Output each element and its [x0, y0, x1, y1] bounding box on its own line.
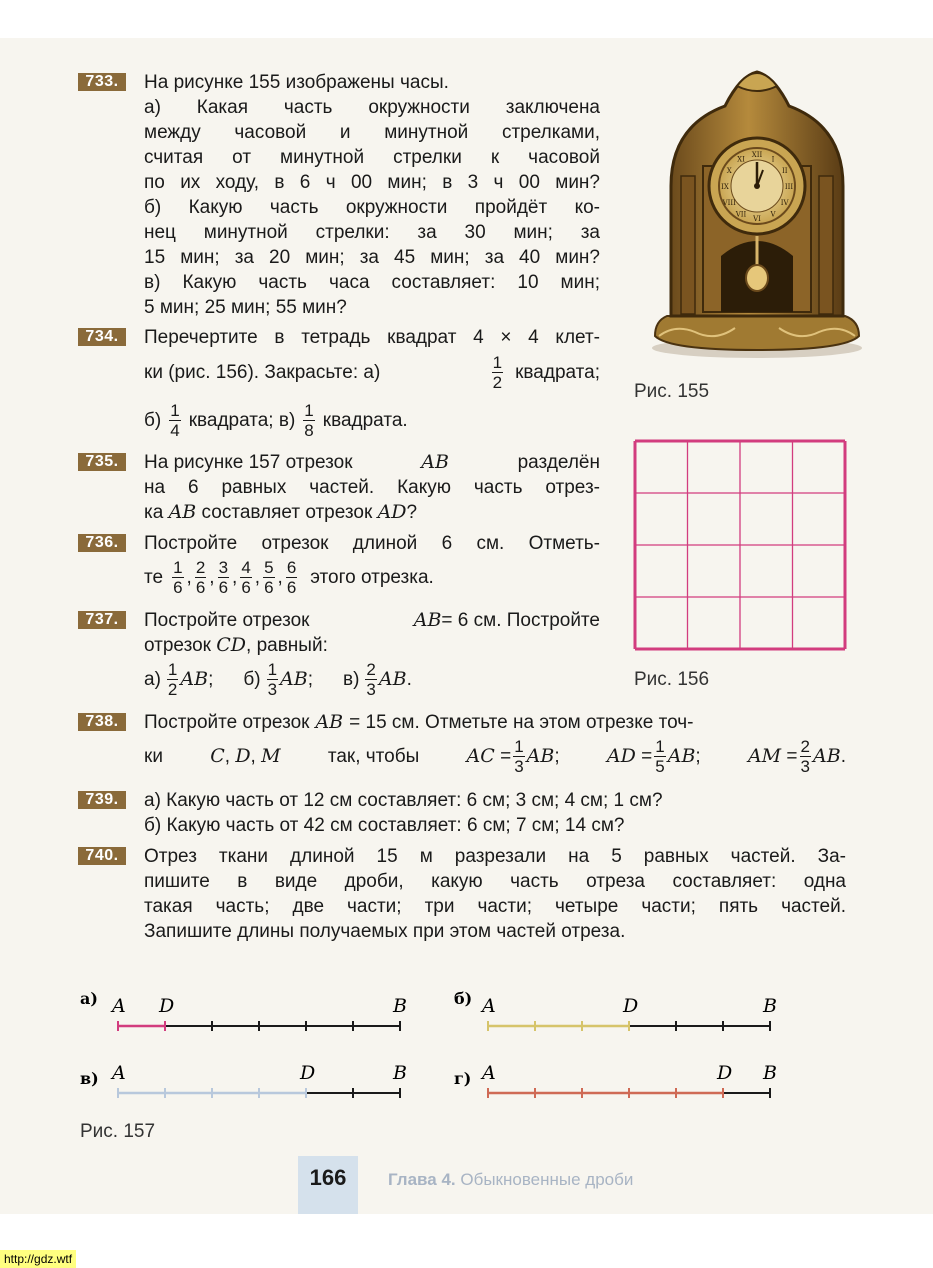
problem-number-733: 733. [78, 73, 126, 91]
watermark-link[interactable]: http://gdz.wtf [0, 1250, 76, 1268]
point-label-b: B [763, 1062, 777, 1084]
denominator: 6 [173, 577, 183, 597]
point-label-b: B [763, 995, 777, 1017]
segment-name: AM [747, 744, 782, 767]
problem-740-line: такая часть; две части; три части; четыре части; пять частей. [144, 896, 846, 917]
problem-739-line: б) Какую часть от 42 см составляет: 6 см; 7 см; 14 см? [144, 815, 625, 836]
point-label-d: D [623, 995, 639, 1017]
fraction [365, 661, 376, 698]
point-name: M [261, 744, 281, 767]
text: ; [554, 745, 560, 767]
text: , [250, 745, 256, 767]
problem-733-line: 5 мин; 25 мин; 55 мин? [144, 297, 347, 318]
segment-name: AB [526, 744, 555, 767]
text: отрезок [144, 635, 211, 656]
denominator: 6 [218, 577, 229, 597]
segment-name: AB [813, 744, 841, 767]
clock-numeral: I [771, 155, 775, 164]
segment-name: AB [667, 744, 696, 767]
group [210, 744, 280, 769]
problem-737-line [144, 608, 600, 633]
segment-name: AB [413, 609, 442, 631]
problem-733-line: между часовой и минутной стрелками, [144, 122, 600, 143]
denominator: 6 [241, 577, 251, 597]
text: квадрата; в) [188, 409, 296, 431]
text: , [224, 745, 231, 767]
figure-156-caption: Рис. 156 [634, 669, 710, 690]
problem-737-line [144, 633, 600, 658]
segment-name: AD [606, 744, 636, 767]
segment-name: AB [168, 501, 197, 523]
clock-numeral: IX [721, 183, 729, 191]
numerator: 1 [167, 659, 178, 679]
text: составляет отрезок [201, 502, 373, 523]
point-name: D [235, 744, 251, 767]
clock-numeral: X [726, 167, 732, 175]
text: Постройте отрезок [144, 712, 310, 733]
denominator: 6 [286, 577, 297, 597]
text: ? [406, 502, 418, 523]
problem-number-740: 740. [78, 847, 126, 865]
denominator: 3 [514, 756, 524, 776]
clock-numeral: II [781, 167, 788, 175]
text: = [500, 745, 512, 767]
text: = 15 см. Отметьте на этом отрезке точ- [349, 712, 694, 733]
text: б) [144, 409, 162, 431]
comma: , [232, 566, 238, 588]
numerator: 1 [655, 736, 665, 756]
text: Постройте отрезок [144, 610, 310, 631]
segment-letter: в) [80, 1069, 99, 1088]
numerator: 2 [195, 557, 206, 577]
denominator: 6 [195, 577, 206, 597]
problem-735-line [144, 450, 600, 475]
numerator: 2 [800, 736, 810, 756]
fraction [218, 559, 229, 596]
clock-numeral: XI [737, 155, 745, 164]
problem-number-734: 734. [78, 328, 126, 346]
problem-734-line: Перечертите в тетрадь квадрат 4 × 4 клет- [144, 327, 600, 348]
text: . [406, 668, 412, 690]
segment-name: AC [466, 744, 495, 767]
text: ; [208, 668, 214, 690]
comma: , [254, 566, 261, 588]
fraction [263, 559, 274, 596]
fraction [195, 559, 206, 596]
text: те [144, 566, 164, 588]
comma: , [277, 566, 283, 588]
point-label-a: A [482, 1062, 496, 1084]
clock-numeral: VIII [722, 199, 736, 207]
problem-735-line: на 6 равных частей. Какую часть отрез- [144, 477, 600, 498]
clock-numeral: III [784, 183, 794, 191]
segment-name: AB [315, 711, 344, 733]
problem-738-line [144, 710, 846, 735]
denominator: 3 [366, 679, 376, 699]
problem-number-738: 738. [78, 713, 126, 731]
text: = 6 см. Постройте [441, 610, 600, 631]
problem-number-739: 739. [78, 791, 126, 809]
text: = [641, 745, 653, 767]
clock-numeral: V [770, 210, 776, 219]
point-label-a: A [112, 1062, 126, 1084]
problem-740-line: Запишите длины получаемых при этом частей отреза. [144, 921, 626, 942]
numerator: 5 [264, 557, 274, 577]
segment-name: AB [378, 667, 407, 690]
segment-name: CD [216, 634, 247, 656]
problem-738-line [144, 733, 846, 779]
comma: , [186, 566, 192, 588]
numerator: 6 [286, 557, 297, 577]
page-number: 166 [298, 1156, 358, 1214]
denominator: 3 [267, 679, 278, 699]
problem-number-737: 737. [78, 611, 126, 629]
group [414, 608, 600, 633]
problem-733-line: считая от минутной стрелки к часовой [144, 147, 600, 168]
fraction [169, 402, 180, 439]
denominator: 5 [655, 756, 665, 776]
group [490, 354, 600, 391]
chapter-label: Глава 4. [388, 1170, 456, 1189]
text: в) [343, 668, 360, 690]
chapter-title [388, 1170, 633, 1190]
problem-736-line: Постройте отрезок длиной 6 см. Отметь- [144, 533, 600, 554]
fraction [167, 661, 178, 698]
group [748, 738, 846, 775]
grid-4x4-figure [632, 438, 848, 652]
fraction [172, 559, 183, 596]
problem-733-line: б) Какую часть окружности пройдёт ко- [144, 197, 600, 218]
text: , равный: [246, 635, 328, 656]
text: б) [243, 668, 261, 690]
point-label-b: B [393, 995, 407, 1017]
text: так, чтобы [327, 745, 420, 767]
numerator: 1 [492, 352, 503, 372]
fraction [267, 661, 278, 698]
denominator: 8 [304, 420, 314, 440]
segment-name: AB [180, 667, 209, 690]
numerator: 1 [170, 400, 180, 420]
text: ; [695, 745, 701, 767]
text: ка [144, 502, 164, 523]
problem-733-line: нец минутной стрелки: за 30 мин; за [144, 222, 600, 243]
text: разделён [517, 452, 600, 473]
denominator: 4 [170, 420, 180, 440]
numerator: 1 [304, 400, 314, 420]
text: . [840, 745, 846, 767]
problem-740-line: Отрез ткани длиной 15 м разрезали на 5 равных частей. За- [144, 846, 846, 867]
figure-155-caption: Рис. 155 [634, 381, 710, 402]
numerator: 2 [366, 659, 376, 679]
denominator: 2 [167, 679, 178, 699]
problem-733-line: в) Какую часть часа составляет: 10 мин; [144, 272, 600, 293]
point-label-a: A [112, 995, 126, 1017]
text: = [786, 745, 798, 767]
text: ки [144, 745, 163, 767]
segment-letter: г) [454, 1069, 472, 1088]
segment-letter: а) [80, 989, 98, 1008]
clock-numeral: VI [753, 215, 761, 223]
point-name: C [210, 744, 225, 767]
fraction [240, 559, 251, 596]
problem-737-line [144, 657, 600, 701]
segments-figure [70, 980, 790, 1110]
problem-733-line: На рисунке 155 изображены часы. [144, 72, 449, 93]
clock-numeral: XII [751, 151, 763, 159]
segment-name: AD [377, 501, 407, 523]
problem-734-line [144, 352, 600, 392]
point-label-d: D [159, 995, 175, 1017]
text: а) [144, 668, 161, 690]
problem-736-line [144, 555, 600, 599]
text: квадрата; [515, 361, 600, 383]
fraction [654, 738, 665, 775]
fraction [513, 738, 524, 775]
comma: , [209, 566, 215, 588]
problem-number-736: 736. [78, 534, 126, 552]
denominator: 6 [264, 577, 274, 597]
fraction [286, 559, 297, 596]
fraction [492, 354, 503, 391]
numerator: 3 [218, 557, 229, 577]
denominator: 2 [492, 372, 503, 392]
numerator: 1 [173, 557, 183, 577]
problem-739-line: а) Какую часть от 12 см составляет: 6 см; 3 см; 4 см; 1 см? [144, 790, 663, 811]
denominator: 3 [800, 756, 810, 776]
problem-740-line: пишите в виде дроби, какую часть отреза составляет: одна [144, 871, 846, 892]
fraction [303, 402, 314, 439]
segment-letter: б) [454, 989, 473, 1008]
point-label-d: D [300, 1062, 316, 1084]
text: ки (рис. 156). Закрасьте: а) [144, 361, 381, 383]
point-label-b: B [393, 1062, 407, 1084]
chapter-name: Обыкновенные дроби [460, 1170, 634, 1189]
problem-735-line [144, 500, 600, 525]
clock-numeral: IV [780, 199, 789, 207]
group [467, 738, 560, 775]
segment-name: AB [421, 451, 449, 473]
point-label-a: A [482, 995, 496, 1017]
clock-numeral: VII [735, 210, 747, 219]
text: ; [307, 668, 313, 690]
point-label-d: D [717, 1062, 733, 1084]
numerator: 1 [514, 736, 524, 756]
numerator: 1 [267, 659, 278, 679]
problem-number-735: 735. [78, 453, 126, 471]
group [607, 738, 701, 775]
problem-733-line: по их ходу, в 6 ч 00 мин; в 3 ч 00 мин? [144, 172, 600, 193]
problem-733-line: 15 мин; за 20 мин; за 45 мин; за 40 мин? [144, 247, 600, 268]
problem-734-line [144, 398, 600, 442]
numerator: 4 [241, 557, 251, 577]
problem-733-line: а) Какая часть окружности заключена [144, 97, 600, 118]
text: этого отрезка. [310, 566, 434, 588]
text: квадрата. [322, 409, 408, 431]
figure-157-caption: Рис. 157 [80, 1121, 156, 1142]
text: На рисунке 157 отрезок [144, 452, 353, 473]
clock-illustration [645, 66, 870, 360]
segment-name: AB [280, 667, 308, 690]
fraction [800, 738, 811, 775]
